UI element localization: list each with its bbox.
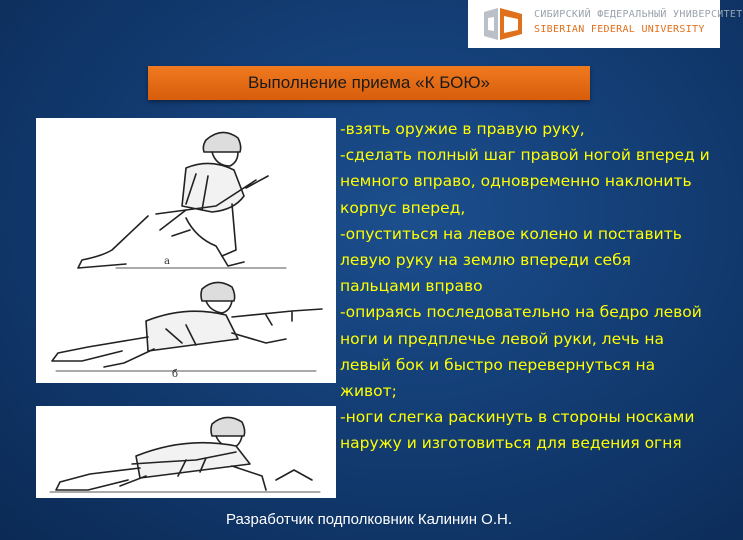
university-logo [468, 0, 743, 48]
figure-label-b: б [172, 369, 179, 380]
logo-text-en: SIBERIAN FEDERAL UNIVERSITY [534, 24, 705, 35]
illustration-prone [36, 406, 336, 498]
university-emblem-icon [480, 6, 526, 42]
illustration-kneeling [36, 118, 336, 277]
procedure-text: -взять оружие в правую руку, -сделать полный шаг правой ногой вперед и немного вправо, одновременно наклонить корпус вперед, -опуститься на левое колено и поставить левую руку на землю впереди себя пальцами вправо -опираясь последовательно на бедро левой ноги и предплечье левой руки, лечь на левый бок и быстро перевернуться на живот; -ноги слегка раскинуть в стороны носками наружу и изготовиться для ведения огня [340, 120, 710, 453]
figure-label-a: а [164, 256, 170, 267]
footer-author: Разработчик подполковник Калинин О.Н. [226, 511, 513, 528]
slide-title: Выполнение приема «К БОЮ» [247, 73, 491, 92]
logo-text-ru: СИБИРСКИЙ ФЕДЕРАЛЬНЫЙ УНИВЕРСИТЕТ [534, 9, 743, 20]
soldier-prone-drawing [36, 406, 336, 498]
illustration-side [36, 277, 336, 383]
soldier-on-side-drawing [36, 277, 336, 383]
soldier-kneeling-drawing [36, 118, 336, 277]
title-bar [148, 66, 590, 100]
